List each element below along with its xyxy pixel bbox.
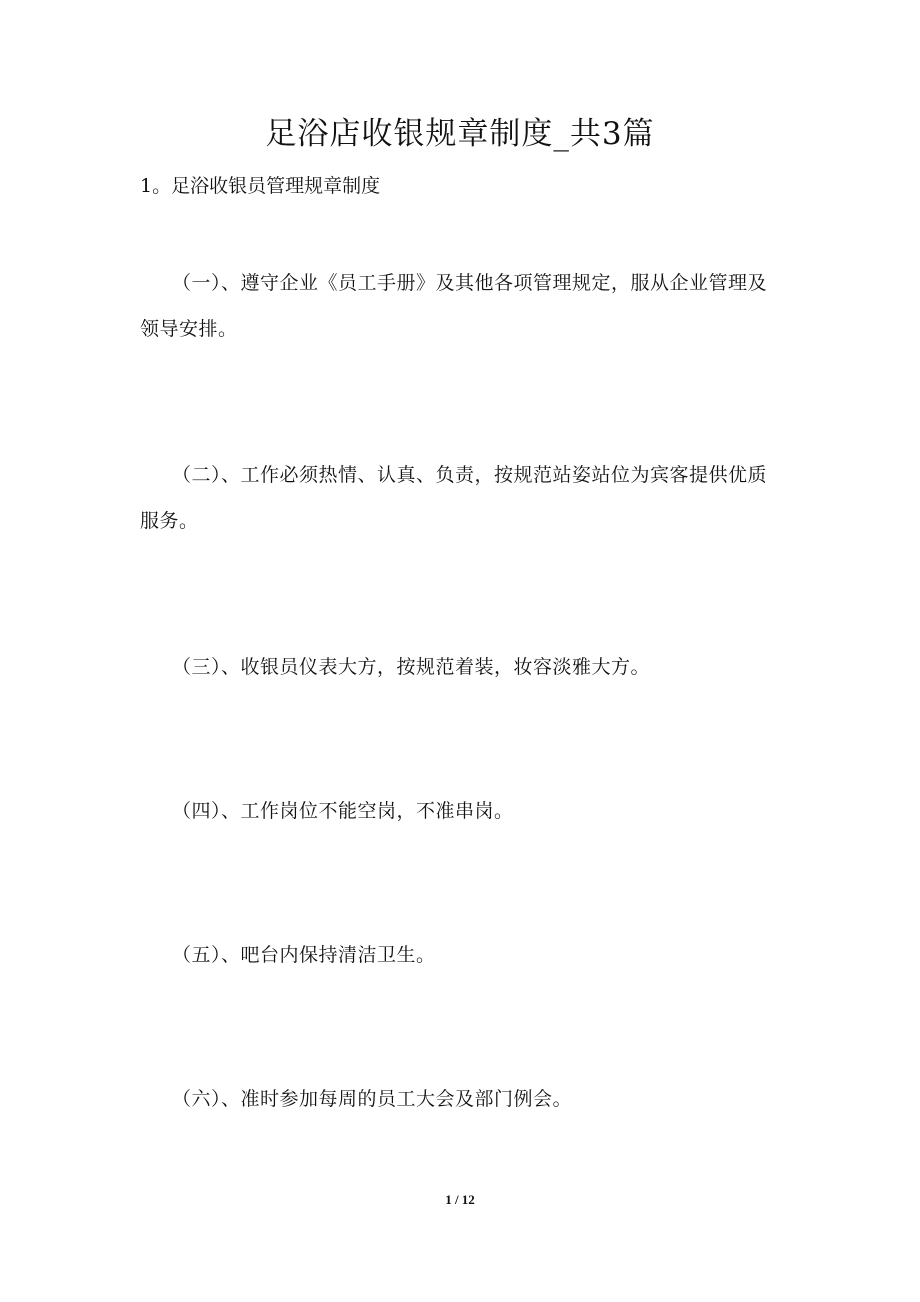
paragraph-6: （六）、准时参加每周的员工大会及部门例会。 — [172, 1088, 573, 1110]
paragraph-1: （一）、遵守企业《员工手册》及其他各项管理规定，服从企业管理及领导安排。 — [140, 272, 768, 340]
section-heading: 1。足浴收银员管理规章制度 — [140, 175, 381, 197]
page-number: 1 / 12 — [445, 1192, 475, 1207]
paragraph-3: （三）、收银员仪表大方，按规范着装，妆容淡雅大方。 — [172, 656, 651, 678]
document-title: 足浴店收银规章制度_共3篇 — [265, 116, 655, 152]
paragraph-2: （二）、工作必须热情、认真、负责，按规范站姿站位为宾客提供优质服务。 — [140, 464, 768, 532]
paragraph-5: （五）、吧台内保持清洁卫生。 — [172, 944, 436, 966]
paragraph-4: （四）、工作岗位不能空岗，不准串岗。 — [172, 800, 514, 822]
